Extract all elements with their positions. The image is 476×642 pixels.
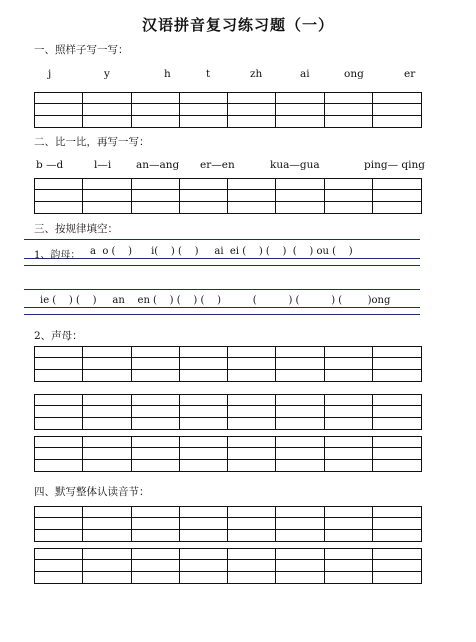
grid-cell[interactable] [132,93,180,104]
grid-cell[interactable] [132,347,180,358]
grid-cell[interactable] [228,358,276,369]
grid-cell[interactable] [276,460,324,471]
grid-cell[interactable] [276,395,324,406]
grid-cell[interactable] [132,104,180,115]
grid-cell[interactable] [373,104,421,115]
grid-cell[interactable] [180,190,228,201]
grid-cell[interactable] [228,530,276,541]
grid-cell[interactable] [83,572,131,583]
grid-cell[interactable] [373,116,421,127]
grid-cell[interactable] [180,448,228,459]
grid-cell[interactable] [325,437,373,448]
writing-grid-5[interactable] [34,436,422,472]
grid-cell[interactable] [83,347,131,358]
grid-cell[interactable] [35,370,83,381]
finals-label: 1、韵母： [34,250,81,261]
grid-cell[interactable] [325,190,373,201]
row1-label: y [104,68,110,80]
writing-grid-4[interactable] [34,394,422,430]
finals-fill-row[interactable]: a o ( ) i( ) ( ) ai ei ( ) ( ) ( ) ou ( ) [90,246,353,257]
row2-label: b —d [36,159,64,171]
writing-grid-6[interactable] [34,506,422,542]
grid-cell[interactable] [325,116,373,127]
grid-cell[interactable] [35,190,83,201]
row1-label: j [48,68,52,80]
grid-cell[interactable] [325,358,373,369]
grid-cell[interactable] [83,448,131,459]
grid-cell[interactable] [180,530,228,541]
row2-label: ping— qing [364,159,425,171]
grid-cell[interactable] [325,418,373,429]
grid-cell[interactable] [373,370,421,381]
grid-cell[interactable] [276,418,324,429]
grid-cell[interactable] [276,104,324,115]
grid-cell[interactable] [373,93,421,104]
grid-cell[interactable] [132,358,180,369]
grid-cell[interactable] [373,460,421,471]
grid-cell[interactable] [180,572,228,583]
grid-cell[interactable] [325,549,373,560]
grid-cell[interactable] [35,418,83,429]
grid-cell[interactable] [325,347,373,358]
grid-cell[interactable] [180,560,228,571]
grid-cell[interactable] [35,549,83,560]
grid-cell[interactable] [276,448,324,459]
grid-cell[interactable] [180,406,228,417]
finals-fill-row-2[interactable]: ie ( ) ( ) an en ( ) ( ) ( ) ( ) ( ) ( )ong [40,295,391,306]
grid-cell[interactable] [35,202,83,213]
row1-label: er [404,68,416,80]
grid-cell[interactable] [180,437,228,448]
grid-cell[interactable] [276,518,324,529]
grid-cell[interactable] [180,347,228,358]
grid-cell[interactable] [180,370,228,381]
grid-cell[interactable] [276,347,324,358]
row2-label: an—ang [136,159,180,171]
grid-cell[interactable] [325,507,373,518]
grid-cell[interactable] [35,116,83,127]
grid-cell[interactable] [228,190,276,201]
section-four-heading: 四、默写整体认读音节： [34,486,150,498]
grid-cell[interactable] [228,507,276,518]
grid-cell[interactable] [132,518,180,529]
writing-grid-1[interactable] [34,92,422,128]
grid-cell[interactable] [276,530,324,541]
grid-cell[interactable] [325,572,373,583]
grid-cell[interactable] [132,560,180,571]
grid-cell[interactable] [276,93,324,104]
grid-cell[interactable] [35,518,83,529]
grid-cell[interactable] [180,460,228,471]
grid-cell[interactable] [180,93,228,104]
section-two-heading: 二、比一比，再写一写： [34,136,150,148]
grid-cell[interactable] [132,190,180,201]
grid-cell[interactable] [325,460,373,471]
grid-cell[interactable] [228,370,276,381]
grid-cell[interactable] [276,116,324,127]
grid-cell[interactable] [132,116,180,127]
grid-cell[interactable] [180,507,228,518]
grid-cell[interactable] [325,518,373,529]
grid-cell[interactable] [132,507,180,518]
grid-cell[interactable] [228,418,276,429]
grid-cell[interactable] [228,406,276,417]
grid-cell[interactable] [276,190,324,201]
grid-cell[interactable] [373,530,421,541]
grid-cell[interactable] [325,179,373,190]
grid-cell[interactable] [35,395,83,406]
row2-label: kua—gua [270,159,320,171]
grid-cell[interactable] [276,572,324,583]
guide-line [24,314,420,315]
grid-cell[interactable] [180,202,228,213]
grid-cell[interactable] [35,530,83,541]
grid-cell[interactable] [325,395,373,406]
grid-cell[interactable] [83,358,131,369]
guide-line [24,265,420,266]
row1-label: zh [250,68,263,80]
grid-cell[interactable] [373,437,421,448]
grid-cell[interactable] [35,572,83,583]
grid-cell[interactable] [373,179,421,190]
grid-cell[interactable] [228,448,276,459]
guide-line [24,258,420,259]
grid-cell[interactable] [83,190,131,201]
grid-cell[interactable] [132,549,180,560]
grid-cell[interactable] [228,116,276,127]
grid-cell[interactable] [180,549,228,560]
grid-cell[interactable] [180,179,228,190]
grid-cell[interactable] [132,572,180,583]
guide-line [24,307,420,308]
grid-cell[interactable] [35,406,83,417]
grid-cell[interactable] [276,437,324,448]
row2-label: l—i [94,159,112,171]
grid-cell[interactable] [132,460,180,471]
grid-cell[interactable] [35,358,83,369]
grid-cell[interactable] [228,460,276,471]
row2-label: er—en [200,159,235,171]
grid-cell[interactable] [83,437,131,448]
grid-cell[interactable] [228,202,276,213]
grid-cell[interactable] [228,572,276,583]
writing-grid-7[interactable] [34,548,422,584]
grid-cell[interactable] [228,104,276,115]
grid-cell[interactable] [83,202,131,213]
grid-cell[interactable] [180,418,228,429]
grid-cell[interactable] [35,460,83,471]
grid-cell[interactable] [325,93,373,104]
row1-label: h [164,68,171,80]
grid-cell[interactable] [373,347,421,358]
grid-cell[interactable] [83,179,131,190]
grid-cell[interactable] [83,104,131,115]
row1-label: ai [300,68,310,80]
grid-cell[interactable] [132,370,180,381]
grid-cell[interactable] [83,116,131,127]
grid-cell[interactable] [276,560,324,571]
grid-cell[interactable] [228,560,276,571]
grid-cell[interactable] [276,358,324,369]
grid-cell[interactable] [228,549,276,560]
grid-cell[interactable] [35,507,83,518]
grid-cell[interactable] [83,560,131,571]
grid-cell[interactable] [276,179,324,190]
writing-grid-3[interactable] [34,346,422,382]
grid-cell[interactable] [132,395,180,406]
grid-cell[interactable] [325,370,373,381]
grid-cell[interactable] [83,518,131,529]
grid-cell[interactable] [83,395,131,406]
grid-cell[interactable] [373,507,421,518]
grid-cell[interactable] [276,406,324,417]
grid-cell[interactable] [35,93,83,104]
page-title: 汉语拼音复习练习题（一） [141,16,334,34]
grid-cell[interactable] [373,560,421,571]
grid-cell[interactable] [180,104,228,115]
grid-cell[interactable] [373,448,421,459]
grid-cell[interactable] [373,406,421,417]
grid-cell[interactable] [276,202,324,213]
grid-cell[interactable] [35,437,83,448]
grid-cell[interactable] [35,104,83,115]
grid-cell[interactable] [325,202,373,213]
guide-line [24,289,420,290]
grid-cell[interactable] [132,437,180,448]
grid-cell[interactable] [276,507,324,518]
grid-cell[interactable] [132,448,180,459]
grid-cell[interactable] [35,448,83,459]
grid-cell[interactable] [83,406,131,417]
grid-cell[interactable] [228,93,276,104]
guide-line [24,239,420,240]
grid-cell[interactable] [132,418,180,429]
grid-cell[interactable] [325,406,373,417]
grid-cell[interactable] [83,370,131,381]
grid-cell[interactable] [180,518,228,529]
grid-cell[interactable] [325,560,373,571]
grid-cell[interactable] [35,347,83,358]
grid-cell[interactable] [83,549,131,560]
grid-cell[interactable] [228,437,276,448]
grid-cell[interactable] [373,202,421,213]
grid-cell[interactable] [180,116,228,127]
grid-cell[interactable] [83,460,131,471]
initials-heading: 2、声母： [34,330,83,342]
grid-cell[interactable] [35,560,83,571]
row1-label: ong [344,68,364,80]
grid-cell[interactable] [276,370,324,381]
grid-cell[interactable] [228,347,276,358]
grid-cell[interactable] [132,530,180,541]
grid-cell[interactable] [228,518,276,529]
grid-cell[interactable] [373,395,421,406]
grid-cell[interactable] [228,395,276,406]
row1-label: t [206,68,211,80]
grid-cell[interactable] [373,572,421,583]
grid-cell[interactable] [35,179,83,190]
grid-cell[interactable] [132,406,180,417]
grid-cell[interactable] [325,530,373,541]
grid-cell[interactable] [83,93,131,104]
section-three-heading: 三、按规律填空： [34,223,118,235]
grid-cell[interactable] [373,549,421,560]
grid-cell[interactable] [373,190,421,201]
grid-cell[interactable] [276,549,324,560]
grid-cell[interactable] [132,202,180,213]
grid-cell[interactable] [83,530,131,541]
grid-cell[interactable] [180,358,228,369]
writing-grid-2[interactable] [34,178,422,214]
grid-cell[interactable] [373,358,421,369]
grid-cell[interactable] [373,518,421,529]
grid-cell[interactable] [132,179,180,190]
grid-cell[interactable] [325,448,373,459]
grid-cell[interactable] [373,418,421,429]
grid-cell[interactable] [228,179,276,190]
grid-cell[interactable] [325,104,373,115]
section-one-heading: 一、照样子写一写： [34,44,129,56]
grid-cell[interactable] [180,395,228,406]
grid-cell[interactable] [83,418,131,429]
grid-cell[interactable] [83,507,131,518]
